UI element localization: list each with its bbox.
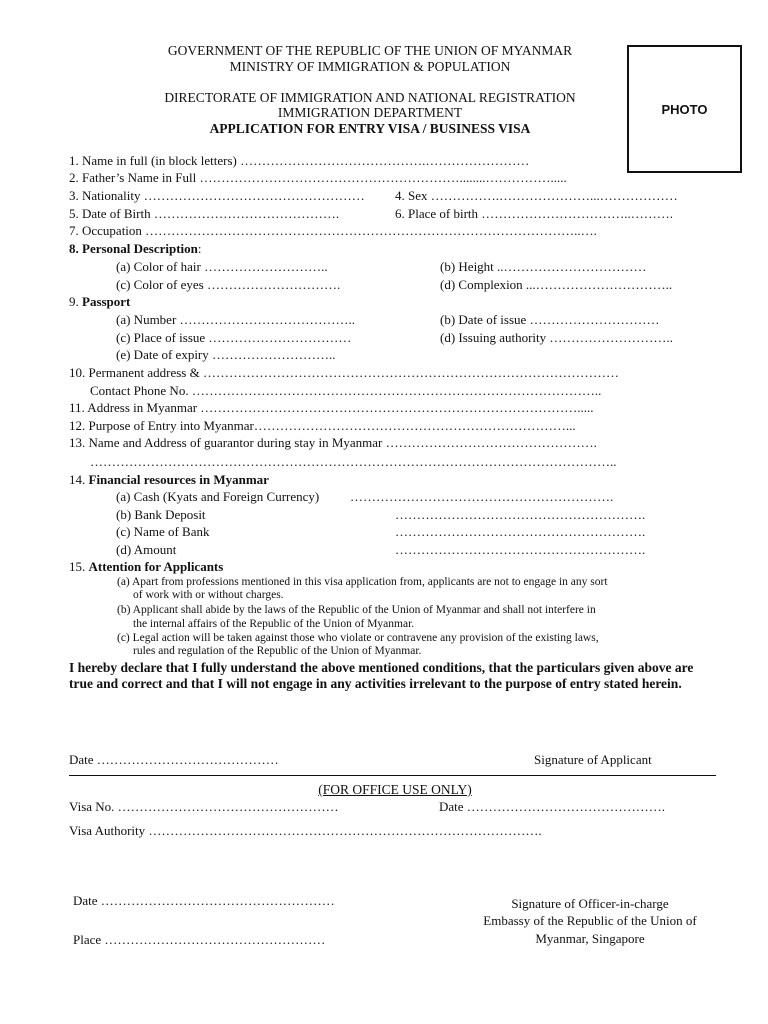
note-b-line2: the internal affairs of the Republic of the Union of Myanmar.: [133, 618, 415, 630]
field-guarantor-continued[interactable]: …………………………………………………………………………………………………………..: [90, 454, 617, 469]
header-government: GOVERNMENT OF THE REPUBLIC OF THE UNION OF MYANMAR: [167, 43, 573, 58]
photo-box: [627, 45, 742, 173]
officer-embassy-line2: Myanmar, Singapore: [535, 931, 645, 946]
field-occupation[interactable]: 7. Occupation ………………………………………………………………………………………..….: [69, 223, 597, 238]
label-cash: (a) Cash (Kyats and Foreign Currency): [116, 489, 320, 504]
field-place-of-birth[interactable]: 6. Place of birth ……………………………..……….: [395, 206, 674, 221]
section-attention: [69, 559, 223, 575]
field-name-in-full[interactable]: 1. Name in full (in block letters) …………………………………….……………………: [69, 153, 530, 168]
form-title: APPLICATION FOR ENTRY VISA / BUSINESS VISA: [209, 121, 531, 136]
declaration: I hereby declare that I fully understand the above mentioned conditions, that the particulars given above are true and correct and that I will not engage in any activities irrelevant to the purpose of entry stated herein.: [69, 660, 694, 691]
section-passport: [69, 294, 130, 310]
section-financial-resources: [69, 472, 269, 488]
field-contact-phone[interactable]: Contact Phone No. …………………………………………………………………………………..: [90, 383, 602, 398]
field-issuing-authority[interactable]: (d) Issuing authority ………………………..: [440, 330, 673, 345]
photo-label: PHOTO: [661, 102, 708, 117]
field-place-of-issue[interactable]: (c) Place of issue ……………………………: [116, 330, 352, 345]
officer-embassy-line1: Embassy of the Republic of the Union of: [483, 913, 697, 928]
field-visa-no[interactable]: Visa No. ……………………………………………: [69, 799, 339, 814]
financial-number-label: 14.: [69, 472, 86, 487]
field-address-in-myanmar[interactable]: 11. Address in Myanmar …………………………………………………………………………….....: [69, 400, 594, 415]
field-guarantor[interactable]: 13. Name and Address of guarantor during stay in Myanmar ………………………………………….: [69, 435, 597, 450]
field-hair-color[interactable]: (a) Color of hair ………………………..: [116, 259, 328, 274]
personal-description-colon: :: [197, 241, 202, 256]
field-fathers-name[interactable]: 2. Father’s Name in Full ……………………………………………………........…………….....: [69, 170, 567, 185]
header-department: IMMIGRATION DEPARTMENT: [277, 105, 463, 120]
field-amount[interactable]: ………………………………………………….: [395, 542, 646, 557]
divider: [69, 775, 716, 776]
field-visa-authority[interactable]: Visa Authority ……………………………………………………………………………….: [69, 823, 542, 838]
field-passport-number[interactable]: (a) Number …………………………………..: [116, 312, 356, 327]
field-complexion[interactable]: (d) Complexion ...…………………………..: [440, 277, 673, 292]
office-use-heading: [0, 782, 768, 798]
attention-number-label: 15.: [69, 559, 86, 574]
field-officer-date[interactable]: Date ………………………………………………: [73, 893, 335, 908]
field-cash[interactable]: …………………………………………………….: [350, 489, 614, 504]
field-applicant-date[interactable]: Date ……………………………………: [69, 752, 279, 767]
field-eye-color[interactable]: (c) Color of eyes ………………………….: [116, 277, 341, 292]
label-amount: (d) Amount: [116, 542, 177, 557]
field-height[interactable]: (b) Height ..……………………………: [440, 259, 647, 274]
label-name-of-bank: (c) Name of Bank: [116, 524, 210, 539]
officer-signature-title: Signature of Officer-in-charge: [511, 896, 669, 911]
field-date-of-expiry[interactable]: (e) Date of expiry ………………………..: [116, 347, 336, 362]
field-place[interactable]: Place ……………………………………………: [73, 932, 326, 947]
field-date-of-birth[interactable]: 5. Date of Birth …………………………………….: [69, 206, 340, 221]
field-office-date[interactable]: Date ……………………………………….: [439, 799, 666, 814]
field-permanent-address[interactable]: 10. Permanent address & ……………………………………………………………………………………: [69, 365, 619, 380]
label-bank-deposit: (b) Bank Deposit: [116, 507, 206, 522]
section-personal-description: [69, 241, 202, 257]
note-a-line1: (a) Apart from professions mentioned in this visa application from, applicants are not to engage in any sort: [117, 576, 608, 588]
field-purpose-of-entry[interactable]: 12. Purpose of Entry into Myanmar………………………………………………………………...: [69, 418, 576, 433]
office-use-label: (FOR OFFICE USE ONLY): [318, 782, 472, 797]
note-c-line2: rules and regulation of the Republic of the Union of Myanmar.: [133, 645, 422, 657]
note-a-line2: of work with or without charges.: [133, 589, 284, 601]
field-nationality[interactable]: 3. Nationality ……………………………………………: [69, 188, 365, 203]
header-ministry: MINISTRY OF IMMIGRATION & POPULATION: [229, 59, 511, 74]
field-date-of-issue[interactable]: (b) Date of issue …………………………: [440, 312, 660, 327]
financial-resources-label: Financial resources in Myanmar: [88, 472, 269, 487]
passport-label: Passport: [82, 294, 131, 309]
field-name-of-bank[interactable]: ………………………………………………….: [395, 524, 646, 539]
signature-of-applicant: Signature of Applicant: [534, 752, 652, 767]
personal-description-label: 8. Personal Description: [69, 241, 198, 256]
field-sex[interactable]: 4. Sex …………….…………………...………………: [395, 188, 678, 203]
passport-number-label: 9.: [69, 294, 79, 309]
field-bank-deposit[interactable]: ………………………………………………….: [395, 507, 646, 522]
note-c-line1: (c) Legal action will be taken against those who violate or contravene any provision of the existing laws,: [117, 632, 599, 644]
header-directorate: DIRECTORATE OF IMMIGRATION AND NATIONAL REGISTRATION: [164, 90, 576, 105]
attention-label: Attention for Applicants: [88, 559, 224, 574]
note-b-line1: (b) Applicant shall abide by the laws of the Republic of the Union of Myanmar and shall not interfere in: [117, 604, 596, 616]
